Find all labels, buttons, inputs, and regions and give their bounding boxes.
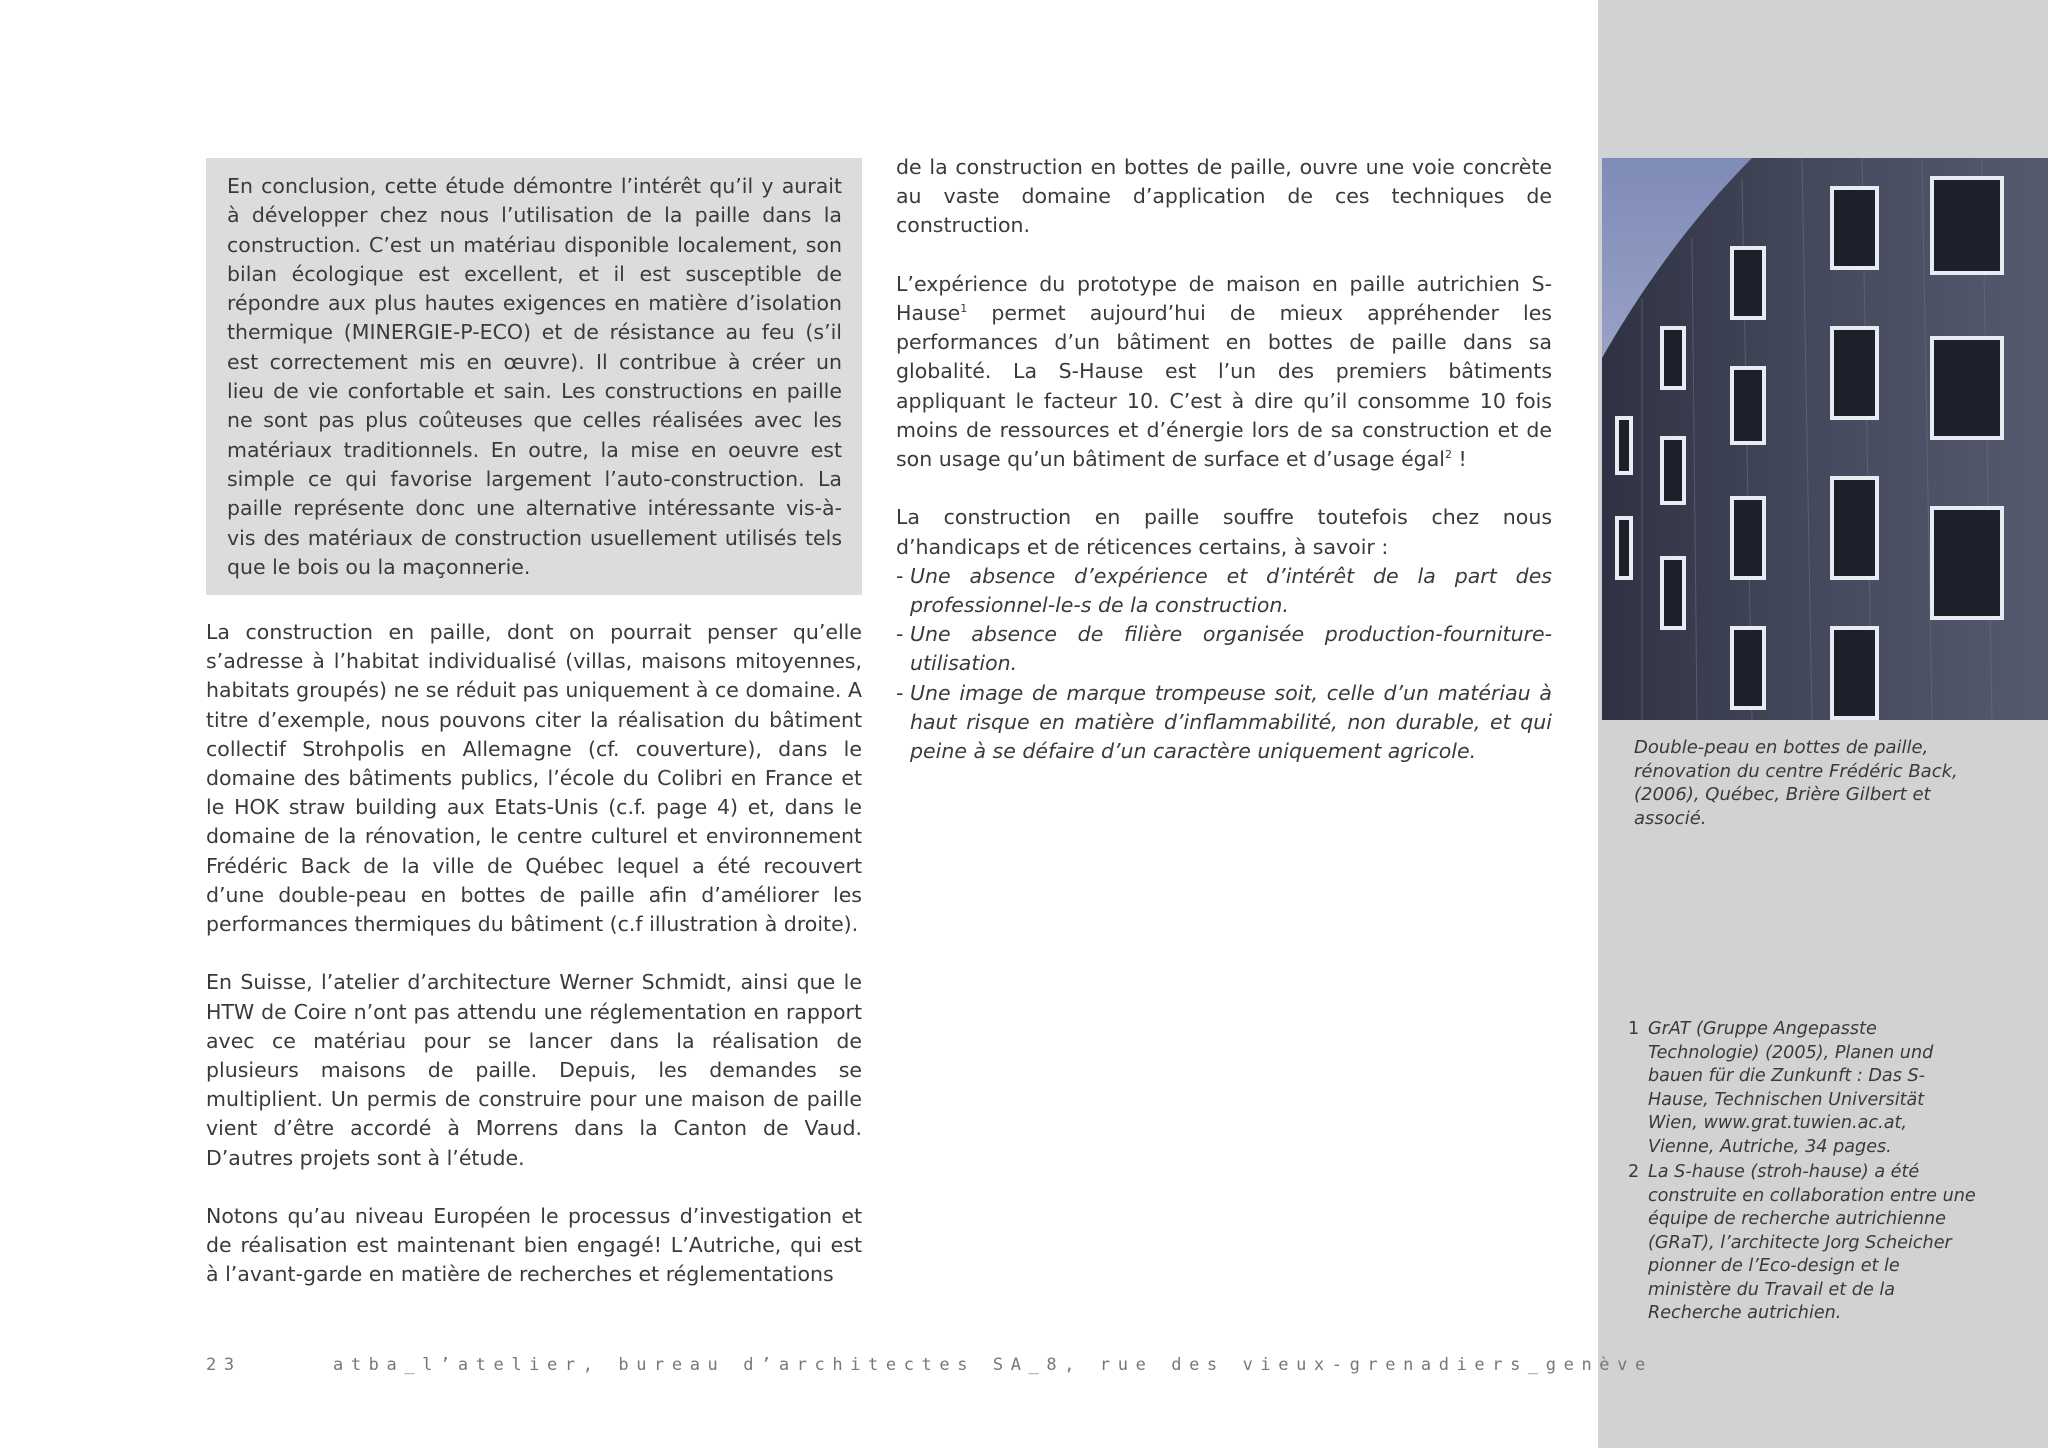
page-number: 23 — [206, 1355, 242, 1375]
paragraph-continuation: de la construction en bottes de paille, ouvre une voie concrète au vaste domaine d’application de ces techniques de construction. — [896, 155, 1552, 238]
conclusion-text: En conclusion, cette étude démontre l’intérêt qu’il y aurait à développer chez nous l’utilisation de la paille dans la construction. C’est un matériau disponible localement, son bilan écologique est excellent, et il est susceptible de répondre aux plus hautes exigences en matière d’isolation thermique (MINERGIE-P-ECO) et de résistance au feu (s’il est correctement mis en œuvre). Il contribue à créer un lieu de vie confortable et sain. Les constructions en paille ne sont pas plus coûteuses que celles réalisées avec les matériaux traditionnels. En outre, la mise en oeuvre est simple ce qui favorise largement l’auto-construction. La paille représente donc une alternative intéressante vis-à-vis des matériaux de construction usuellement utilisés tels que le bois ou la maçonnerie. — [227, 174, 842, 579]
s-hause-text-c: ! — [1451, 447, 1467, 472]
footnotes — [1628, 1018, 1978, 1328]
list-item — [896, 562, 1552, 620]
text-column-right — [896, 153, 1552, 766]
paragraph-drawbacks-intro: La construction en paille souffre toutefois chez nous d’handicaps et de réticences certains, à savoir : — [896, 505, 1552, 559]
list-marker: - — [896, 680, 904, 705]
building-facade-photo — [1602, 158, 2048, 720]
footnote-number: 2 — [1628, 1162, 1640, 1182]
footnote-1 — [1628, 1018, 1978, 1159]
list-item — [896, 620, 1552, 678]
list-marker: - — [896, 563, 904, 588]
footnote-2 — [1628, 1161, 1978, 1326]
paragraph-s-hause — [896, 270, 1552, 474]
footnote-ref-1: 1 — [960, 302, 968, 316]
text-column-left — [206, 618, 862, 1319]
photo-caption: Double-peau en bottes de paille, rénovation du centre Frédéric Back, (2006), Québec, Brière Gilbert et associé. — [1634, 737, 1958, 829]
list-item — [896, 679, 1552, 767]
list-marker: - — [896, 622, 904, 647]
list-item-text: Une image de marque trompeuse soit, celle d’un matériau à haut risque en matière d’inflammabilité, non durable, et qui peine à se défaire d’un caractère uniquement agricole. — [910, 680, 1552, 764]
building-facade-illustration — [1602, 158, 2048, 720]
drawbacks-list — [896, 562, 1552, 766]
footer-text: atba_l’atelier, bureau d’architectes SA_8, rue des vieux-grenadiers_genève — [333, 1355, 1653, 1375]
s-hause-text-b: permet aujourd’hui de mieux appréhender les performances d’un bâtiment en bottes de paille dans sa globalité. La S-Hause est l’un des premiers bâtiments appliquant le facteur 10. C’est à dire qu’il consomme 10 fois moins de ressources et d’énergie lors de sa construction et de son usage qu’un bâtiment de surface et d’usage égal — [896, 301, 1552, 472]
footnote-ref-2: 2 — [1444, 448, 1452, 462]
footnote-text: La S-hause (stroh-hause) a été construite en collaboration entre une équipe de recherche autrichienne (GRaT), l’architecte Jorg Scheicher pionner de l’Eco-design et le ministère du Travail et de la Recherche autrichien. — [1648, 1162, 1976, 1323]
s-hause-text-a: L’expérience du prototype de maison en paille autrichien S-Hause — [896, 271, 1552, 325]
paragraph-switzerland: En Suisse, l’atelier d’architecture Werner Schmidt, ainsi que le HTW de Coire n’ont pas attendu une réglementation en rapport avec ce matériau pour se lancer dans la réalisation de plusieurs maisons de paille. Depuis, les demandes se multiplient. Un permis de construire pour une maison de paille vient d’être accordé à Morrens dans la Canton de Vaud. D’autres projets sont à l’étude. — [206, 970, 862, 1170]
footnote-text: GrAT (Gruppe Angepasste Technologie) (2005), Planen und bauen für die Zunkunft : Das S-Hause, Technischen Universität Wien, www.grat.tuwien.ac.at, Vienne, Autriche, 34 pages. — [1648, 1019, 1934, 1157]
footnote-number: 1 — [1628, 1019, 1640, 1039]
paragraph-europe: Notons qu’au niveau Européen le processus d’investigation et de réalisation est maintenant bien engagé! L’Autriche, qui est à l’avant-garde en matière de recherches et réglementations — [206, 1204, 862, 1287]
paragraph-straw-construction: La construction en paille, dont on pourrait penser qu’elle s’adresse à l’habitat individualisé (villas, maisons mitoyennes, habitats groupés) ne se réduit pas uniquement à ce domaine. A titre d’exemple, nous pouvons citer la réalisation du bâtiment collectif Strohpolis en Allemagne (cf. couverture), dans le domaine des bâtiments publics, l’école du Colibri en France et le HOK straw building aux Etats-Unis (c.f. page 4) et, dans le domaine de la rénovation, le centre culturel et environnement Frédéric Back de la ville de Québec lequel a été recouvert d’une double-peau en bottes de paille afin d’améliorer les performances thermiques du bâtiment (c.f illustration à droite). — [206, 620, 862, 937]
list-item-text: Une absence d’expérience et d’intérêt de la part des professionnel-le-s de la construction. — [910, 563, 1552, 618]
list-item-text: Une absence de filière organisée production-fourniture-utilisation. — [910, 622, 1552, 676]
